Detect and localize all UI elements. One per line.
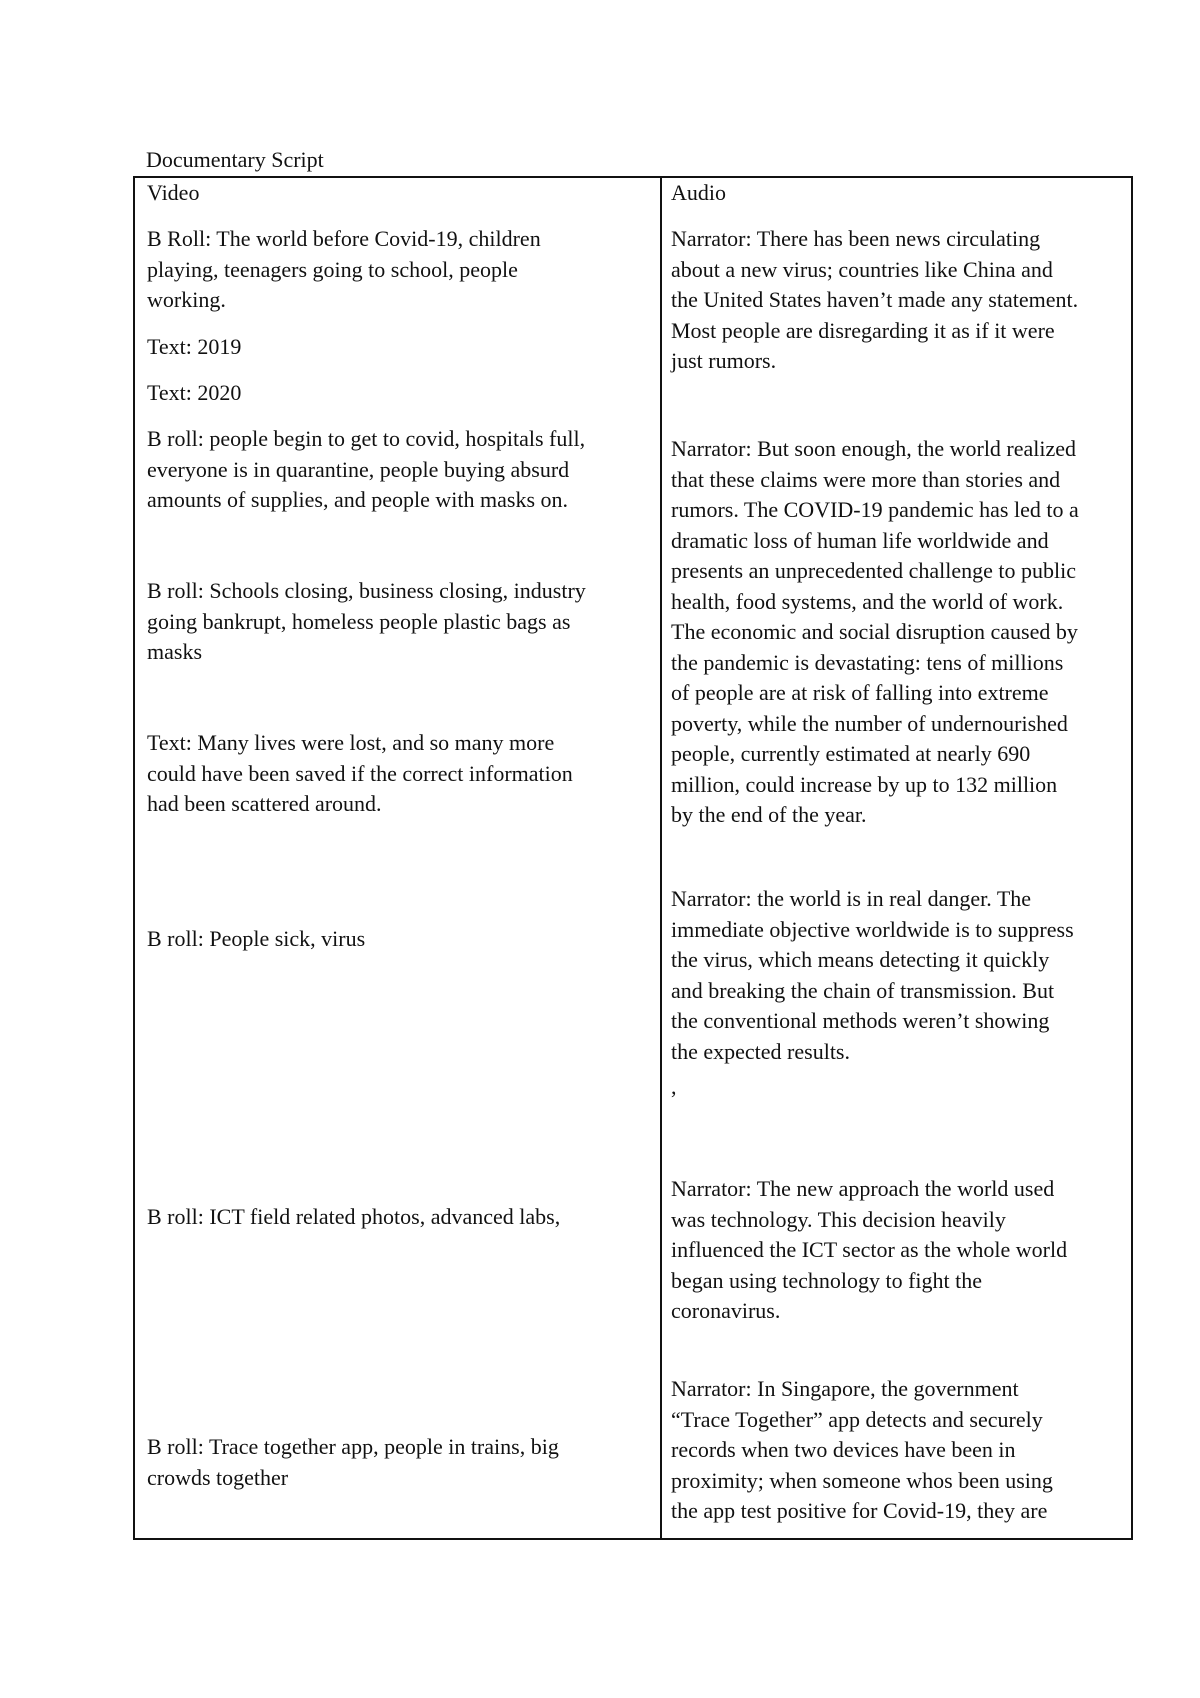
video-entry-broll-before-covid — [147, 224, 541, 316]
video-entry-broll-trace-together — [147, 1432, 559, 1493]
text-line: Narrator: There has been news circulating — [671, 226, 1041, 251]
text-line: everyone is in quarantine, people buying absurd — [147, 456, 570, 482]
text-line: B roll: ICT field related photos, advanced labs, — [147, 1204, 561, 1229]
text-line: records when two devices have been in — [671, 1437, 1016, 1462]
text-line: proximity; when someone whos been using — [671, 1467, 1053, 1493]
audio-entry-news-circulating — [671, 224, 1078, 377]
text-line: was technology. This decision heavily — [671, 1206, 1006, 1232]
text-line: the virus, which means detecting it quickly — [671, 947, 1050, 972]
text-line: health, food systems, and the world of work. — [671, 588, 1064, 614]
video-entry-broll-sick — [147, 924, 365, 955]
video-entry-broll-closings — [147, 576, 586, 668]
text-line: crowds together — [147, 1464, 289, 1490]
text-line: B roll: Schools closing, business closing, industry — [147, 578, 586, 603]
video-entry-broll-quarantine — [147, 424, 585, 516]
text-line: Text: 2020 — [147, 380, 242, 405]
video-entry-broll-ict — [147, 1202, 560, 1233]
text-line: the pandemic is devastating: tens of millions — [671, 649, 1064, 675]
text-line: Text: Many lives were lost, and so many more — [147, 730, 555, 755]
text-line: and breaking the chain of transmission. But — [671, 977, 1055, 1003]
text-line: just rumors. — [671, 348, 777, 373]
script-table — [133, 176, 1133, 1540]
text-line: masks — [147, 639, 202, 664]
text-line: Narrator: But soon enough, the world realized — [671, 436, 1077, 461]
video-entry-text-2020 — [147, 378, 241, 409]
text-line: amounts of supplies, and people with masks on. — [147, 487, 569, 512]
audio-entry-world-realized — [671, 434, 1079, 831]
text-line: million, could increase by up to 132 million — [671, 771, 1058, 797]
text-line: of people are at risk of falling into extreme — [671, 680, 1049, 705]
text-line: B roll: Trace together app, people in trains, big — [147, 1434, 559, 1459]
text-line: began using technology to fight the — [671, 1267, 982, 1293]
audio-header: Audio — [671, 180, 726, 205]
text-line: The economic and social disruption caused by — [671, 619, 1078, 644]
audio-entry-singapore — [671, 1374, 1053, 1527]
video-entry-text-2019 — [147, 332, 241, 363]
text-line: playing, teenagers going to school, people — [147, 256, 518, 282]
column-divider — [660, 178, 662, 1538]
audio-entry-stray-comma — [671, 1072, 677, 1103]
text-line: going bankrupt, homeless people plastic bags as — [147, 608, 571, 634]
text-line: by the end of the year. — [671, 802, 867, 827]
video-entry-text-lives-lost — [147, 728, 573, 820]
text-line: , — [671, 1074, 677, 1099]
text-line: the app test positive for Covid-19, they are — [671, 1498, 1048, 1523]
text-line: dramatic loss of human life worldwide and — [671, 527, 1049, 553]
text-line: Narrator: In Singapore, the government — [671, 1376, 1019, 1401]
text-line: Most people are disregarding it as if it were — [671, 317, 1055, 343]
text-line: coronavirus. — [671, 1298, 781, 1323]
audio-entry-real-danger — [671, 884, 1074, 1067]
text-line: that these claims were more than stories and — [671, 466, 1061, 492]
text-line: about a new virus; countries like China and — [671, 256, 1053, 282]
text-line: rumors. The COVID-19 pandemic has led to a — [671, 497, 1079, 522]
text-line: the United States haven’t made any statement. — [671, 287, 1079, 312]
audio-entry-new-approach — [671, 1174, 1067, 1327]
text-line: presents an unprecedented challenge to public — [671, 558, 1077, 583]
text-line: poverty, while the number of undernourished — [671, 710, 1068, 736]
text-line: the expected results. — [671, 1038, 850, 1064]
text-line: had been scattered around. — [147, 791, 382, 816]
text-line: Narrator: the world is in real danger. The — [671, 886, 1032, 911]
text-line: “Trace Together” app detects and securely — [671, 1406, 1043, 1432]
text-line: could have been saved if the correct information — [147, 760, 573, 786]
document-title: Documentary Script — [146, 147, 324, 172]
video-header: Video — [147, 180, 200, 205]
text-line: B roll: people begin to get to covid, hospitals full, — [147, 426, 586, 451]
text-line: influenced the ICT sector as the whole world — [671, 1237, 1068, 1262]
text-line: B Roll: The world before Covid-19, children — [147, 226, 541, 251]
text-line: Text: 2019 — [147, 334, 242, 359]
text-line: immediate objective worldwide is to suppress — [671, 916, 1074, 942]
text-line: Narrator: The new approach the world used — [671, 1176, 1055, 1201]
text-line: people, currently estimated at nearly 690 — [671, 741, 1031, 766]
text-line: working. — [147, 287, 226, 312]
text-line: B roll: People sick, virus — [147, 926, 366, 951]
text-line: the conventional methods weren’t showing — [671, 1008, 1050, 1033]
